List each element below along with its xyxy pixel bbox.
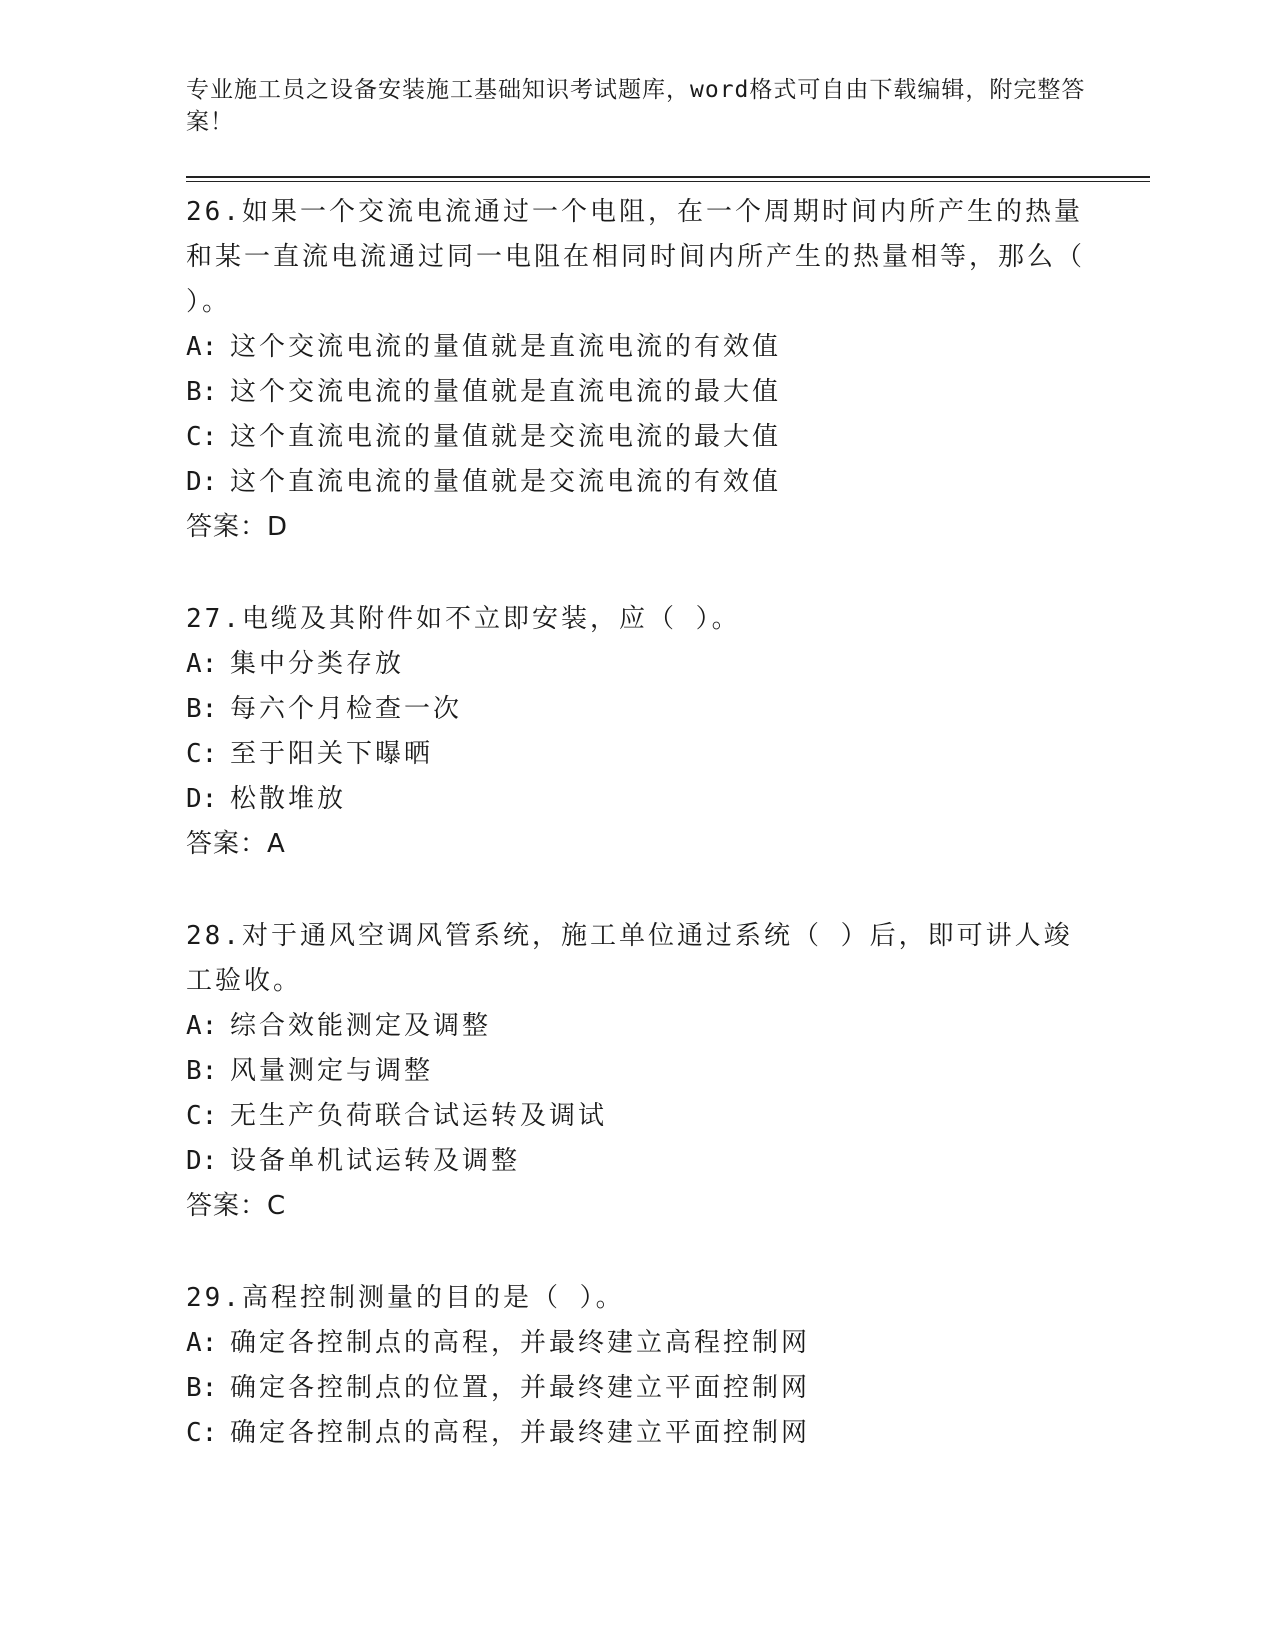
option-text: 确定各控制点的高程，并最终建立高程控制网 (230, 1328, 811, 1358)
question-text: 26.如果一个交流电流通过一个电阻，在一个周期时间内所产生的热量和某一直流电流通过同一电阻在相同时间内所产生的热量相等，那么（ ）。 (186, 197, 1086, 317)
header-divider-thin (186, 181, 1150, 182)
question-item (186, 190, 1086, 550)
option-text: 确定各控制点的位置，并最终建立平面控制网 (230, 1373, 811, 1403)
question-item (186, 597, 1086, 867)
option-text: 这个直流电流的量值就是交流电流的有效值 (230, 467, 782, 497)
option-a (186, 1321, 1086, 1366)
option-letter: B: (186, 377, 218, 407)
question-item (186, 1276, 1086, 1456)
option-letter: B: (186, 1373, 218, 1403)
option-letter: A: (186, 1011, 218, 1041)
option-d (186, 460, 1086, 505)
option-c (186, 1411, 1086, 1456)
option-d (186, 1139, 1086, 1184)
option-b (186, 687, 1086, 732)
question-spacer (186, 550, 1086, 597)
document-header: 专业施工员之设备安装施工基础知识考试题库，word格式可自由下载编辑，附完整答案！ (186, 77, 1086, 135)
option-b (186, 1049, 1086, 1094)
option-text: 集中分类存放 (230, 649, 405, 679)
answer-line: 答案：A (186, 829, 286, 859)
option-text: 综合效能测定及调整 (230, 1011, 492, 1041)
option-text: 每六个月检查一次 (230, 694, 463, 724)
option-c (186, 732, 1086, 777)
option-text: 这个直流电流的量值就是交流电流的最大值 (230, 422, 782, 452)
option-letter: C: (186, 1418, 218, 1448)
question-list (186, 190, 1086, 1456)
option-text: 这个交流电流的量值就是直流电流的最大值 (230, 377, 782, 407)
option-text: 风量测定与调整 (230, 1056, 434, 1086)
option-letter: B: (186, 1056, 218, 1086)
question-spacer (186, 867, 1086, 914)
option-text: 无生产负荷联合试运转及调试 (230, 1101, 608, 1131)
option-letter: C: (186, 739, 218, 769)
option-d (186, 777, 1086, 822)
option-c (186, 415, 1086, 460)
option-letter: D: (186, 1146, 218, 1176)
option-text: 设备单机试运转及调整 (230, 1146, 521, 1176)
question-text: 27.电缆及其附件如不立即安装，应（ ）。 (186, 604, 741, 634)
option-text: 松散堆放 (230, 784, 347, 814)
option-letter: D: (186, 784, 218, 814)
option-letter: B: (186, 694, 218, 724)
option-text: 至于阳关下曝晒 (230, 739, 434, 769)
question-spacer (186, 1229, 1086, 1276)
option-letter: A: (186, 1328, 218, 1358)
answer-line: 答案：C (186, 1191, 287, 1221)
option-a (186, 325, 1086, 370)
option-b (186, 1366, 1086, 1411)
option-a (186, 642, 1086, 687)
option-letter: A: (186, 649, 218, 679)
option-letter: C: (186, 1101, 218, 1131)
header-divider-thick (186, 176, 1150, 178)
option-text: 这个交流电流的量值就是直流电流的有效值 (230, 332, 782, 362)
option-letter: A: (186, 332, 218, 362)
option-a (186, 1004, 1086, 1049)
option-letter: C: (186, 422, 218, 452)
question-text: 29.高程控制测量的目的是（ ）。 (186, 1283, 625, 1313)
option-letter: D: (186, 467, 218, 497)
answer-line: 答案：D (186, 512, 289, 542)
question-text: 28.对于通风空调风管系统，施工单位通过系统（ ）后，即可讲人竣工验收。 (186, 921, 1073, 996)
option-c (186, 1094, 1086, 1139)
question-item (186, 914, 1086, 1229)
option-text: 确定各控制点的高程，并最终建立平面控制网 (230, 1418, 811, 1448)
option-b (186, 370, 1086, 415)
